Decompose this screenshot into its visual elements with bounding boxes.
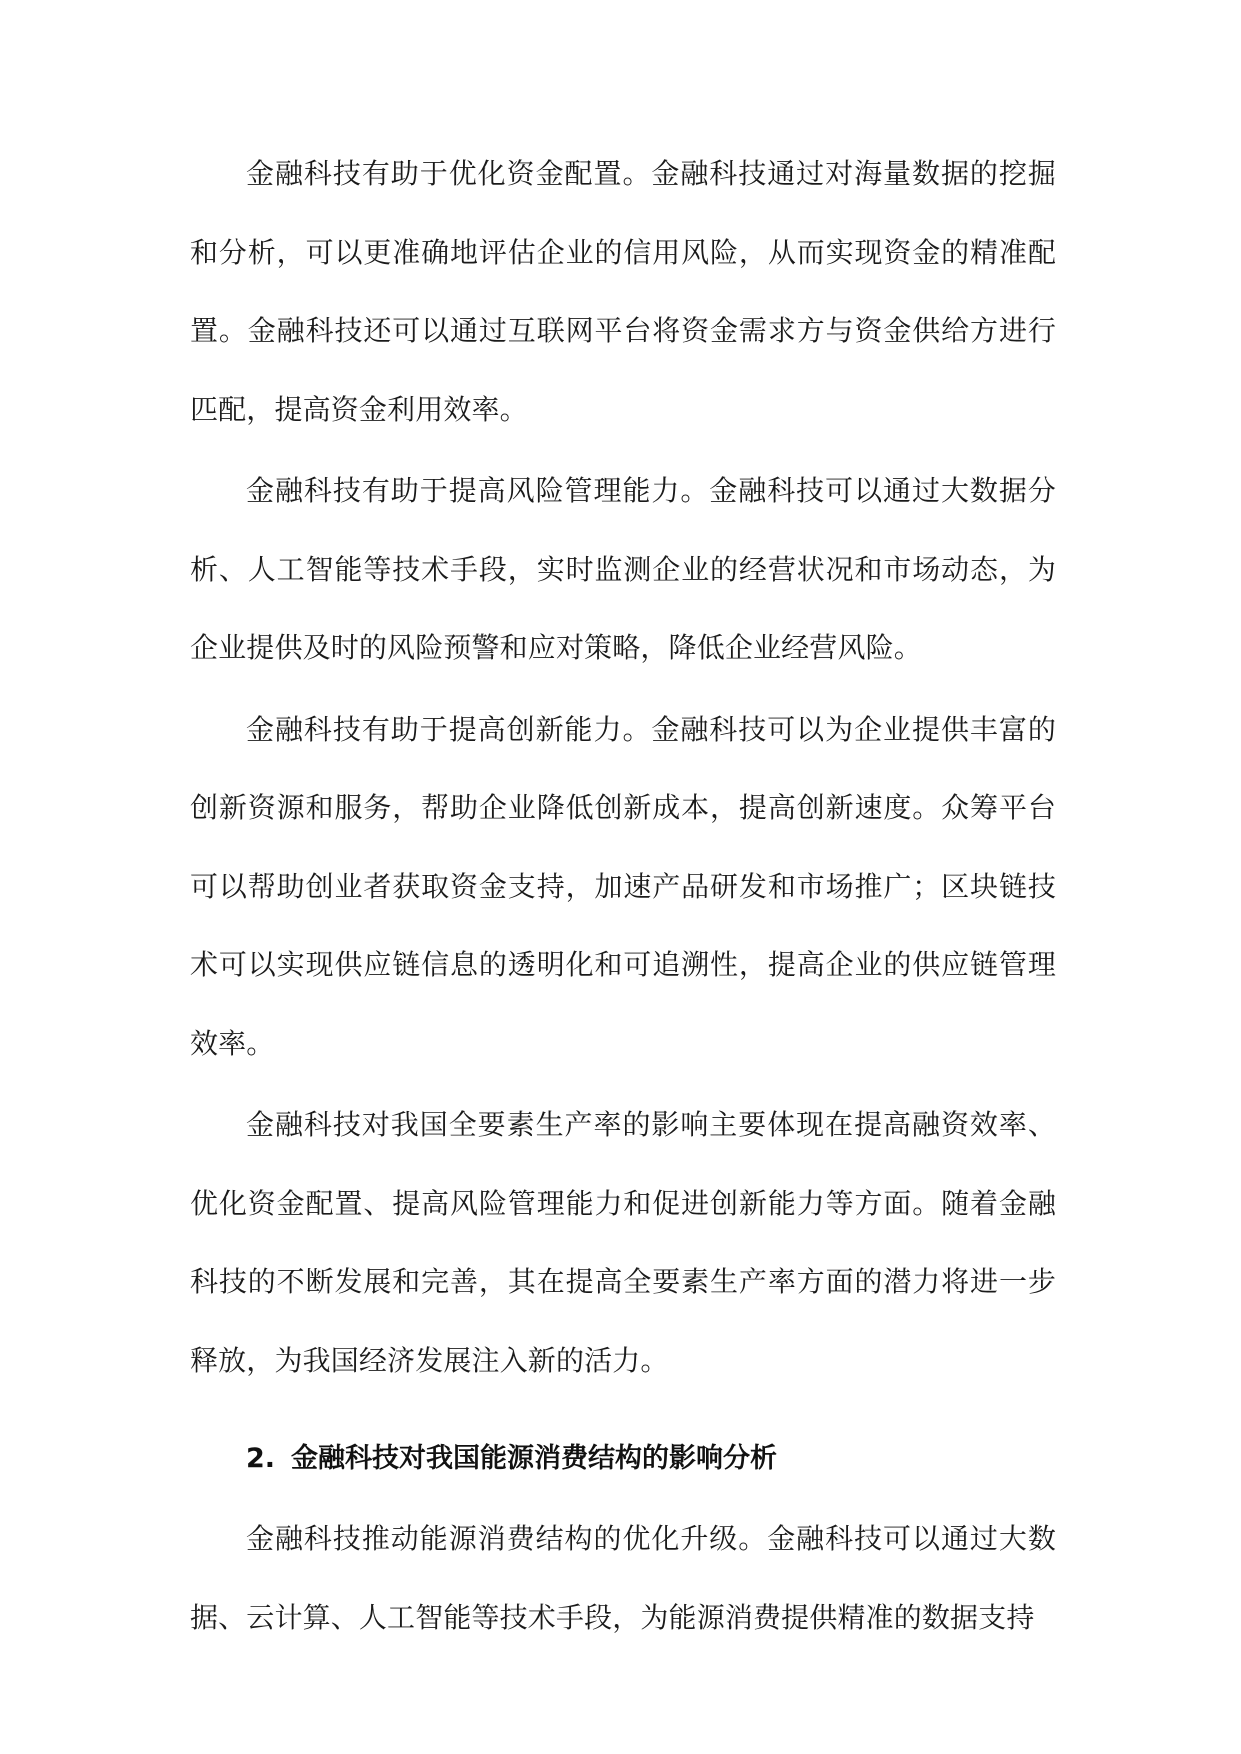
paragraph-capital-allocation: 金融科技有助于优化资金配置。金融科技通过对海量数据的挖掘和分析，可以更准确地评估企业的信用风险，从而实现资金的精准配置。金融科技还可以通过互联网平台将资金需求方与资金供给方进行匹配，提高资金利用效率。 — [190, 157, 1056, 426]
section-title: 金融科技对我国能源消费结构的影响分析 — [291, 1443, 778, 1474]
paragraph-risk-management: 金融科技有助于提高风险管理能力。金融科技可以通过大数据分析、人工智能等技术手段，实时监测企业的经营状况和市场动态，为企业提供及时的风险预警和应对策略，降低企业经营风险。 — [190, 474, 1056, 664]
paragraph-innovation: 金融科技有助于提高创新能力。金融科技可以为企业提供丰富的创新资源和服务，帮助企业降低创新成本，提高创新速度。众筹平台可以帮助创业者获取资金支持，加速产品研发和市场推广；区块链技术可以实现供应链信息的透明化和可追溯性，提高企业的供应链管理效率。 — [190, 712, 1056, 1060]
paragraph-energy-structure: 金融科技推动能源消费结构的优化升级。金融科技可以通过大数据、云计算、人工智能等技术手段，为能源消费提供精准的数据支持 — [190, 1522, 1056, 1634]
paragraph-tfp-summary: 金融科技对我国全要素生产率的影响主要体现在提高融资效率、优化资金配置、提高风险管理能力和促进创新能力等方面。随着金融科技的不断发展和完善，其在提高全要素生产率方面的潜力将进一步释放，为我国经济发展注入新的活力。 — [190, 1108, 1056, 1377]
document-page — [190, 135, 1056, 1660]
section-heading — [190, 1418, 1056, 1500]
section-number: 2. — [246, 1443, 276, 1474]
